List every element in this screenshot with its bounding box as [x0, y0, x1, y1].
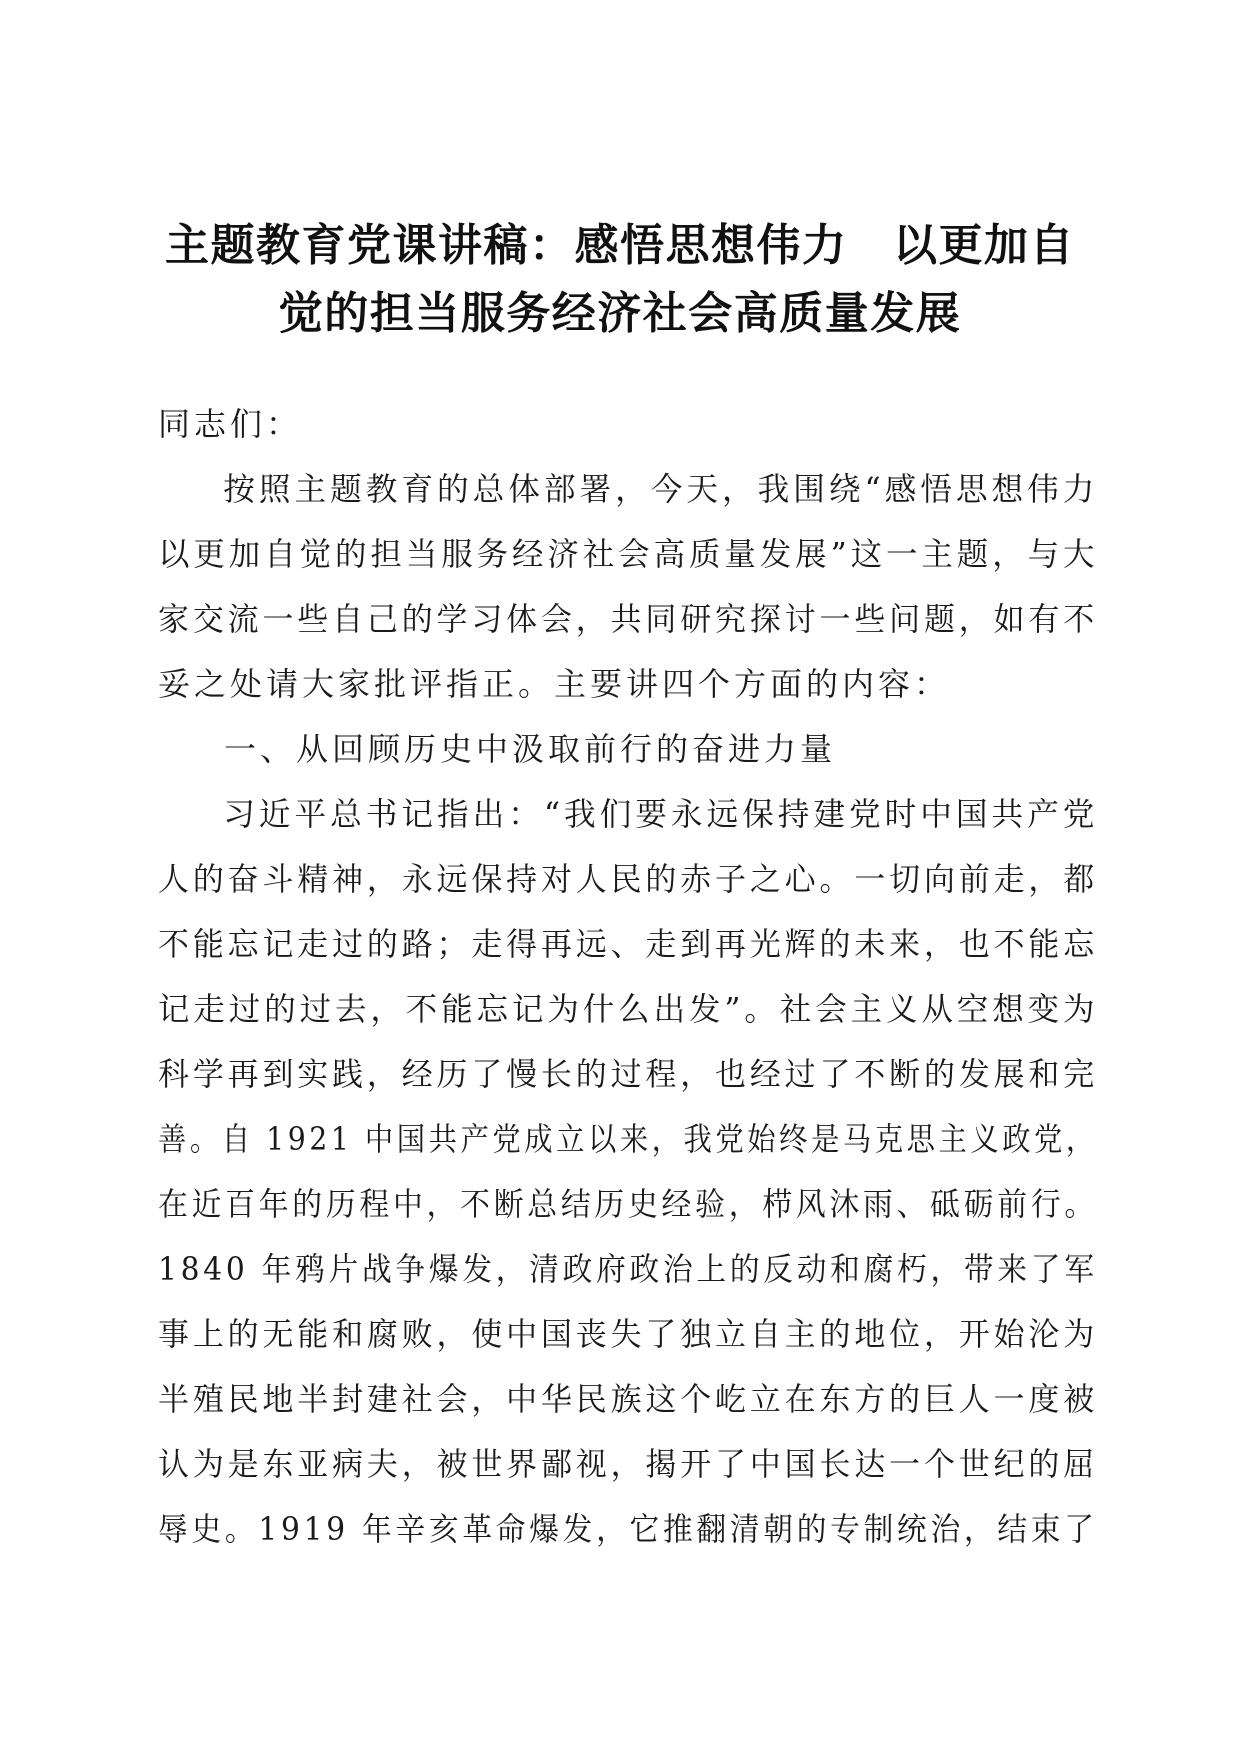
- section-heading-1: 一、从回顾历史中汲取前行的奋进力量: [224, 730, 837, 768]
- paragraph-3-line: 在近百年的历程中，不断总结历史经验，栉风沐雨、砥砺前行。: [158, 1185, 1098, 1223]
- paragraph-3-line: 习近平总书记指出：“我们要永远保持建党时中国共产党: [223, 795, 1099, 833]
- paragraph-3-line: 科学再到实践，经历了慢长的过程，也经过了不断的发展和完: [158, 1055, 1099, 1093]
- paragraph-1-line: 妥之处请大家批评指正。主要讲四个方面的内容：: [158, 665, 951, 703]
- paragraph-1-line: 家交流一些自己的学习体会，共同研究探讨一些问题，如有不: [158, 600, 1099, 638]
- paragraph-3-line: 1840 年鸦片战争爆发，清政府政治上的反动和腐朽，带来了军: [158, 1250, 1098, 1288]
- paragraph-1-line: 按照主题教育的总体部署，今天，我围绕“感悟思想伟力: [223, 470, 1099, 508]
- paragraph-3-line: 事上的无能和腐败，使中国丧失了独立自主的地位，开始沦为: [158, 1315, 1099, 1353]
- paragraph-1-line: 以更加自觉的担当服务经济社会高质量发展”这一主题，与大: [158, 535, 1099, 573]
- document-title: [150, 212, 1090, 348]
- paragraph-3-line: 记走过的过去，不能忘记为什么出发”。社会主义从空想变为: [158, 990, 1099, 1028]
- paragraph-3-line: 善。自 1921 中国共产党成立以来，我党始终是马克思主义政党，: [158, 1120, 1098, 1158]
- paragraph-3-line: 半殖民地半封建社会，中华民族这个屹立在东方的巨人一度被: [158, 1380, 1099, 1418]
- paragraph-3-line: 人的奋斗精神，永远保持对人民的赤子之心。一切向前走，都: [158, 860, 1099, 898]
- paragraph-3-line: 认为是东亚病夫，被世界鄙视，揭开了中国长达一个世纪的屈: [158, 1445, 1099, 1483]
- paragraph-3-line: 辱史。1919 年辛亥革命爆发，它推翻清朝的专制统治，结束了: [158, 1510, 1098, 1548]
- salutation: 同志们：: [158, 405, 303, 443]
- paragraph-3-line: 不能忘记走过的路；走得再远、走到再光辉的未来，也不能忘: [158, 925, 1099, 963]
- document-body: [158, 392, 1098, 1562]
- title-line-1: 主题教育党课讲稿：感悟思想伟力 以更加自: [165, 220, 1075, 271]
- title-line-2: 觉的担当服务经济社会高质量发展: [278, 288, 962, 339]
